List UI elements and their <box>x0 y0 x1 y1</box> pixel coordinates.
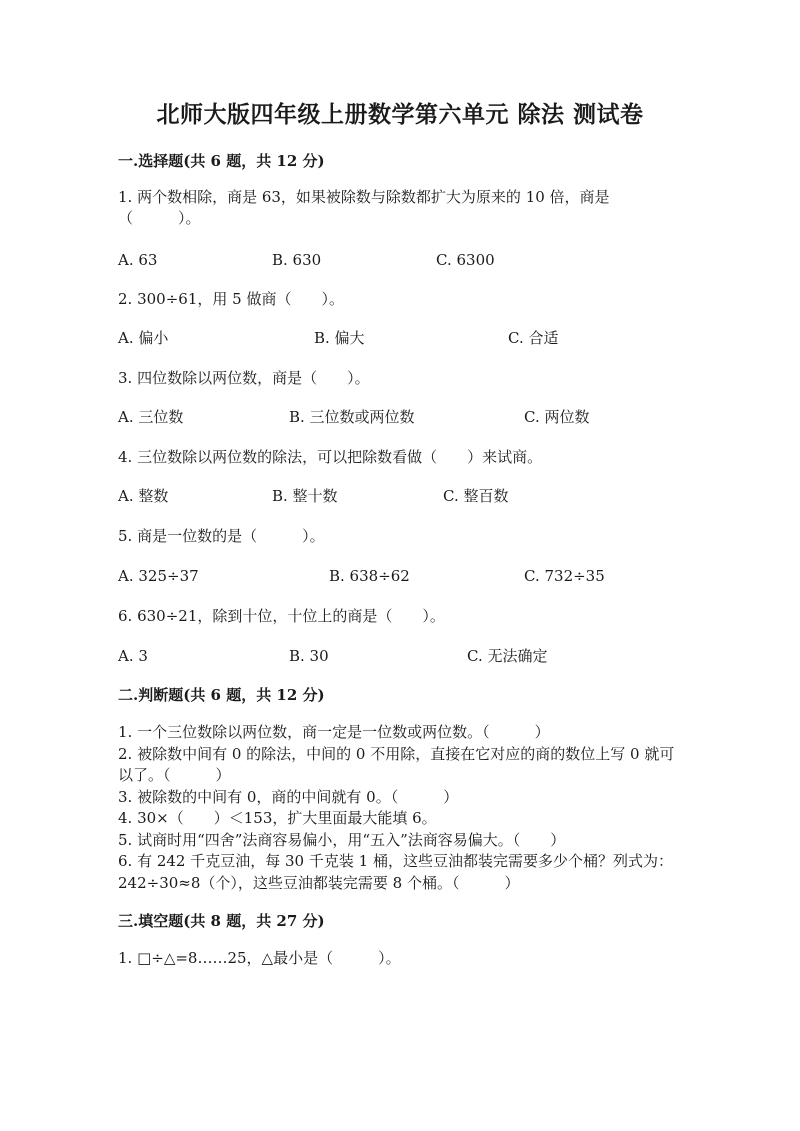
question-stem: 6. 630÷21，除到十位，十位上的商是（ ）。 <box>118 607 445 625</box>
section-heading-fill-blank: 三.填空题(共 8 题，共 27 分) <box>118 912 325 930</box>
list-item: 4. 30×（ ）＜153，扩大里面最大能填 6。 <box>118 809 437 827</box>
option-b: B. 整十数 <box>272 487 338 505</box>
section-heading-choice: 一.选择题(共 6 题，共 12 分) <box>118 152 325 170</box>
option-c: C. 6300 <box>436 251 495 269</box>
option-b: B. 630 <box>272 251 322 269</box>
option-b: B. 30 <box>289 647 329 665</box>
option-a: A. 整数 <box>118 487 169 505</box>
question-stem: 1. 两个数相除，商是 63，如果被除数与除数都扩大为原来的 10 倍，商是（ ）。 <box>118 188 610 227</box>
list-item: 5. 试商时用“四舍”法商容易偏小，用“五入”法商容易偏大。（ ） <box>118 830 566 849</box>
option-b: B. 638÷62 <box>329 567 410 585</box>
list-item: 2. 被除数中间有 0 的除法，中间的 0 不用除，直接在它对应的商的数位上写 0 就可以了。（ ） <box>118 744 675 784</box>
question-stem: 4. 三位数除以两位数的除法，可以把除数看做（ ）来试商。 <box>118 448 543 466</box>
question-stem: 1. □÷△=8……25，△最小是（ ）。 <box>118 949 401 967</box>
section-heading-judgment: 二.判断题(共 6 题，共 12 分) <box>118 686 325 704</box>
question-stem: 2. 300÷61，用 5 做商（ ）。 <box>118 290 344 308</box>
option-c: C. 无法确定 <box>467 647 548 665</box>
option-a: A. 325÷37 <box>118 567 199 585</box>
list-item: 1. 一个三位数除以两位数，商一定是一位数或两位数。（ ） <box>118 723 550 741</box>
option-c: C. 两位数 <box>524 408 590 426</box>
option-b: B. 偏大 <box>314 329 365 347</box>
question-stem: 5. 商是一位数的是（ ）。 <box>118 527 325 545</box>
option-a: A. 三位数 <box>118 408 184 426</box>
list-item: 6. 有 242 千克豆油，每 30 千克装 1 桶，这些豆油都装完需要多少个桶？列式为：242÷30≈8（个），这些豆油都装完需要 8 个桶。（ ） <box>118 852 673 892</box>
option-c: C. 合适 <box>508 329 559 347</box>
list-item: 3. 被除数的中间有 0，商的中间就有 0。（ ） <box>118 787 459 806</box>
judgment-list <box>118 722 678 894</box>
option-a: A. 偏小 <box>118 329 169 347</box>
option-c: C. 整百数 <box>443 487 509 505</box>
option-c: C. 732÷35 <box>524 567 605 585</box>
option-b: B. 三位数或两位数 <box>289 408 415 426</box>
page-title: 北师大版四年级上册数学第六单元 除法 测试卷 <box>156 101 644 128</box>
option-a: A. 3 <box>118 647 148 665</box>
question-stem: 3. 四位数除以两位数，商是（ ）。 <box>118 369 370 387</box>
option-a: A. 63 <box>118 251 158 269</box>
